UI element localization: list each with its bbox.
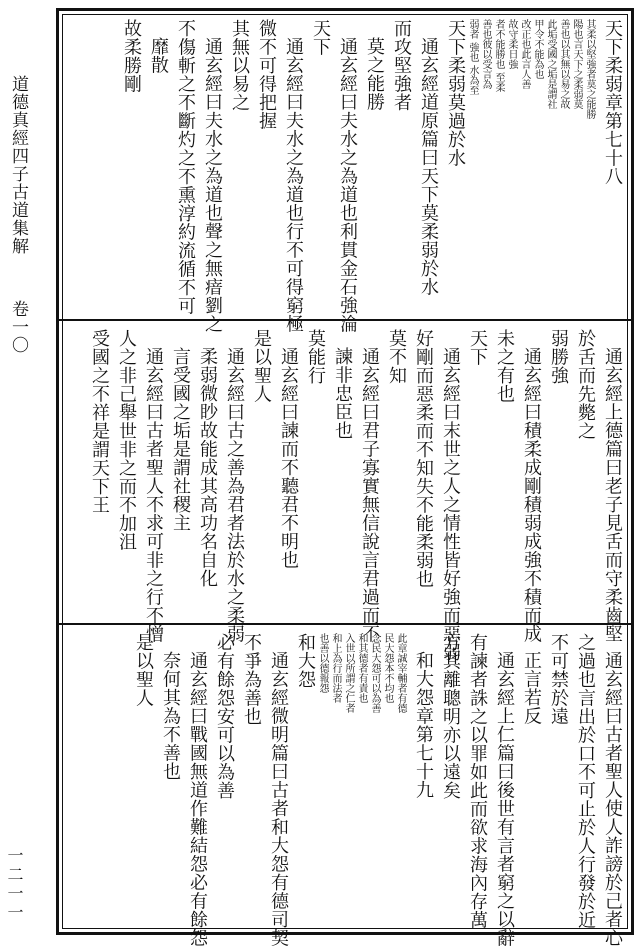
text-column: 莫之能勝 xyxy=(364,37,385,111)
text-column: 於舌而先斃之 xyxy=(575,329,596,440)
text-column: 通玄經曰夫水之為道也利貫金石強淪 xyxy=(337,37,358,333)
text-column: 弱者 強也 水為至 xyxy=(467,19,478,96)
text-column: 莫不知 xyxy=(386,329,407,385)
text-column: 通玄經曰古者聖人不求可非之行不憎 xyxy=(143,347,164,643)
text-column: 通玄經曰夫水之為道也行不可得窮極 xyxy=(283,37,304,333)
text-column: 人之非己舉世非之而不加沮 xyxy=(116,329,137,551)
text-column: 是以聖人 xyxy=(251,329,272,403)
text-column: 不爭為善也 xyxy=(241,633,262,726)
text-column: 不傷斬之不斷灼之不熏淳約流循不可 xyxy=(175,19,196,315)
text-column: 民大怨本不均也 xyxy=(382,633,393,703)
text-column: 莫能行 xyxy=(305,329,326,385)
margin-volume: 卷一〇 xyxy=(8,300,28,354)
text-column: 通玄經曰夫水之為道也聲之無瘖劉之 xyxy=(202,37,223,333)
text-column: 是以聖人 xyxy=(133,633,154,707)
text-column: 正言若反 xyxy=(521,651,542,725)
text-column: 通玄經道原篇曰天下莫柔弱於水 xyxy=(418,37,439,296)
text-column: 不可禁於遠 xyxy=(548,633,569,726)
text-column: 甲令不能為也 xyxy=(532,19,543,79)
text-frame xyxy=(56,8,634,947)
text-column: 靡散 xyxy=(148,37,169,74)
text-column: 通玄經曰戰國無道作難結怨必有餘怨 xyxy=(187,651,208,947)
text-band-bottom xyxy=(69,633,623,947)
text-column: 故柔勝剛 xyxy=(121,19,142,93)
text-column: 必有餘怨安可以為善 xyxy=(214,633,235,800)
text-column: 其無以易之 xyxy=(229,19,250,112)
text-column: 而攻堅強者 xyxy=(391,19,412,112)
text-column: 通玄經曰諫而不聽君不明也 xyxy=(278,347,299,569)
text-column: 天下柔弱莫過於水 xyxy=(445,19,466,167)
text-column: 奈何其為不善也 xyxy=(160,651,181,781)
text-column: 通玄經曰古者聖人使人詐謗於己者心 xyxy=(602,651,623,947)
text-column: 通玄經曰古之善為君者法於水之柔弱 xyxy=(224,347,245,643)
band-divider xyxy=(59,319,631,321)
text-column: 和其德者有責也 xyxy=(356,633,367,703)
text-column: 入世以所謂之仁者 xyxy=(343,633,354,713)
text-column: 通玄經微明篇曰古者和大怨有德司契 xyxy=(268,651,289,947)
text-column: 和大怨章第七十九 xyxy=(413,651,434,799)
text-column: 和大怨 xyxy=(295,633,316,689)
text-column: 諫非忠臣也 xyxy=(332,347,353,440)
text-column: 方其離聰明亦以遠矣 xyxy=(440,633,461,800)
text-column: 此垢受國之垢是謂社 xyxy=(545,19,556,109)
page-number: 一二一一 xyxy=(5,847,24,923)
text-column: 也善以德報怨 xyxy=(317,633,328,693)
text-column: 言受國之垢是謂社稷主 xyxy=(170,347,191,532)
margin-book-title: 道德真經四子古道集解 xyxy=(8,75,28,255)
text-column: 陽也言天下之柔弱莫 xyxy=(571,19,582,109)
text-column: 弱勝強 xyxy=(548,329,569,385)
text-column: 天下 xyxy=(467,329,488,366)
text-column: 好剛而惡柔而不知失不能柔弱也 xyxy=(413,329,434,588)
text-column: 有諫者誅之以罪如此而欲求海內存萬 xyxy=(467,633,488,929)
band-divider xyxy=(59,623,631,625)
text-column: 通玄經曰君子寡實無信說言君過而不 xyxy=(359,347,380,643)
text-column: 未之有也 xyxy=(494,329,515,403)
text-band-top xyxy=(69,19,623,333)
text-column: 通玄經上德篇曰老子見舌而守柔齒堅 xyxy=(602,347,623,643)
text-column: 通玄經曰末世之人之情性皆好強而惡弱 xyxy=(440,347,461,662)
text-column: 之過也言出於口不可止於人行發於近 xyxy=(575,633,596,929)
text-column: 改正也此言人善 xyxy=(519,19,530,89)
text-column: 柔弱微眇故能成其高功名自化 xyxy=(197,347,218,588)
text-column: 善也以其無以易之故 xyxy=(558,19,569,109)
text-column: 善也彼以受言為 xyxy=(480,19,491,89)
text-column: 其柔以堅強者莫之能勝 xyxy=(584,19,595,119)
text-column: 故守柔日強 xyxy=(506,19,517,69)
text-column: 者不能勝也 至柔 xyxy=(493,19,504,93)
text-column: 和上為行而法者 xyxy=(330,633,341,703)
text-column: 通玄經曰積柔成剛積弱成強不積而成 xyxy=(521,347,542,643)
text-column: 天下 xyxy=(310,19,331,56)
text-column: 受國之不祥是謂天下王 xyxy=(89,329,110,514)
text-column: 通玄經上仁篇曰後世有言者窮之以辭 xyxy=(494,651,515,947)
text-column: 微不可得把握 xyxy=(256,19,277,130)
text-column: 此章誠宰輔者有德 xyxy=(395,633,406,713)
text-column: 念民大怨可以為善 xyxy=(369,633,380,713)
text-column: 天下柔弱章第七十八 xyxy=(602,19,623,186)
